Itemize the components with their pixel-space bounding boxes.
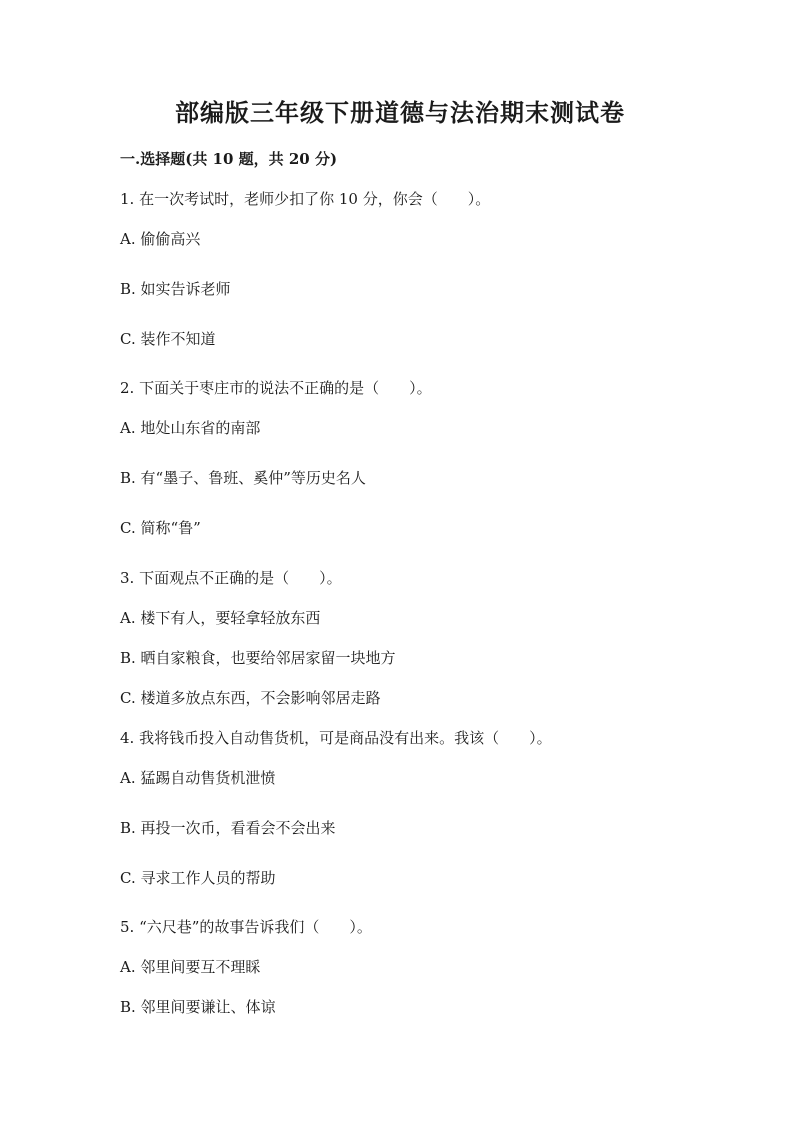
question-2-stem: 2. 下面关于枣庄市的说法不正确的是（ ）。 (120, 379, 432, 397)
question-4-option-b: B. 再投一次币，看看会不会出来 (120, 819, 336, 837)
question-3-stem: 3. 下面观点不正确的是（ ）。 (120, 569, 342, 587)
question-5-option-b: B. 邻里间要谦让、体谅 (120, 998, 276, 1016)
question-1-stem: 1. 在一次考试时，老师少扣了你 10 分，你会（ ）。 (120, 190, 491, 208)
question-2-option-a: A. 地处山东省的南部 (120, 419, 261, 437)
question-2-option-b: B. 有“墨子、鲁班、奚仲”等历史名人 (120, 469, 366, 487)
question-1-option-a: A. 偷偷高兴 (120, 230, 201, 248)
page-title: 部编版三年级下册道德与法治期末测试卷 (175, 98, 625, 127)
question-4-option-c: C. 寻求工作人员的帮助 (120, 869, 276, 887)
question-5-option-a: A. 邻里间要互不理睬 (120, 958, 261, 976)
question-1-option-b: B. 如实告诉老师 (120, 280, 231, 298)
question-4-option-a: A. 猛踢自动售货机泄愤 (120, 769, 276, 787)
question-3-option-b: B. 晒自家粮食，也要给邻居家留一块地方 (120, 649, 396, 667)
question-3-option-a: A. 楼下有人，要轻拿轻放东西 (120, 609, 321, 627)
question-1-option-c: C. 装作不知道 (120, 330, 216, 348)
question-3-option-c: C. 楼道多放点东西，不会影响邻居走路 (120, 689, 381, 707)
question-4-stem: 4. 我将钱币投入自动售货机，可是商品没有出来。我该（ ）。 (120, 729, 552, 747)
question-5-stem: 5. “六尺巷”的故事告诉我们（ ）。 (120, 918, 372, 936)
question-2-option-c: C. 简称“鲁” (120, 519, 201, 537)
section-header: 一.选择题(共 10 题，共 20 分) (120, 150, 338, 168)
